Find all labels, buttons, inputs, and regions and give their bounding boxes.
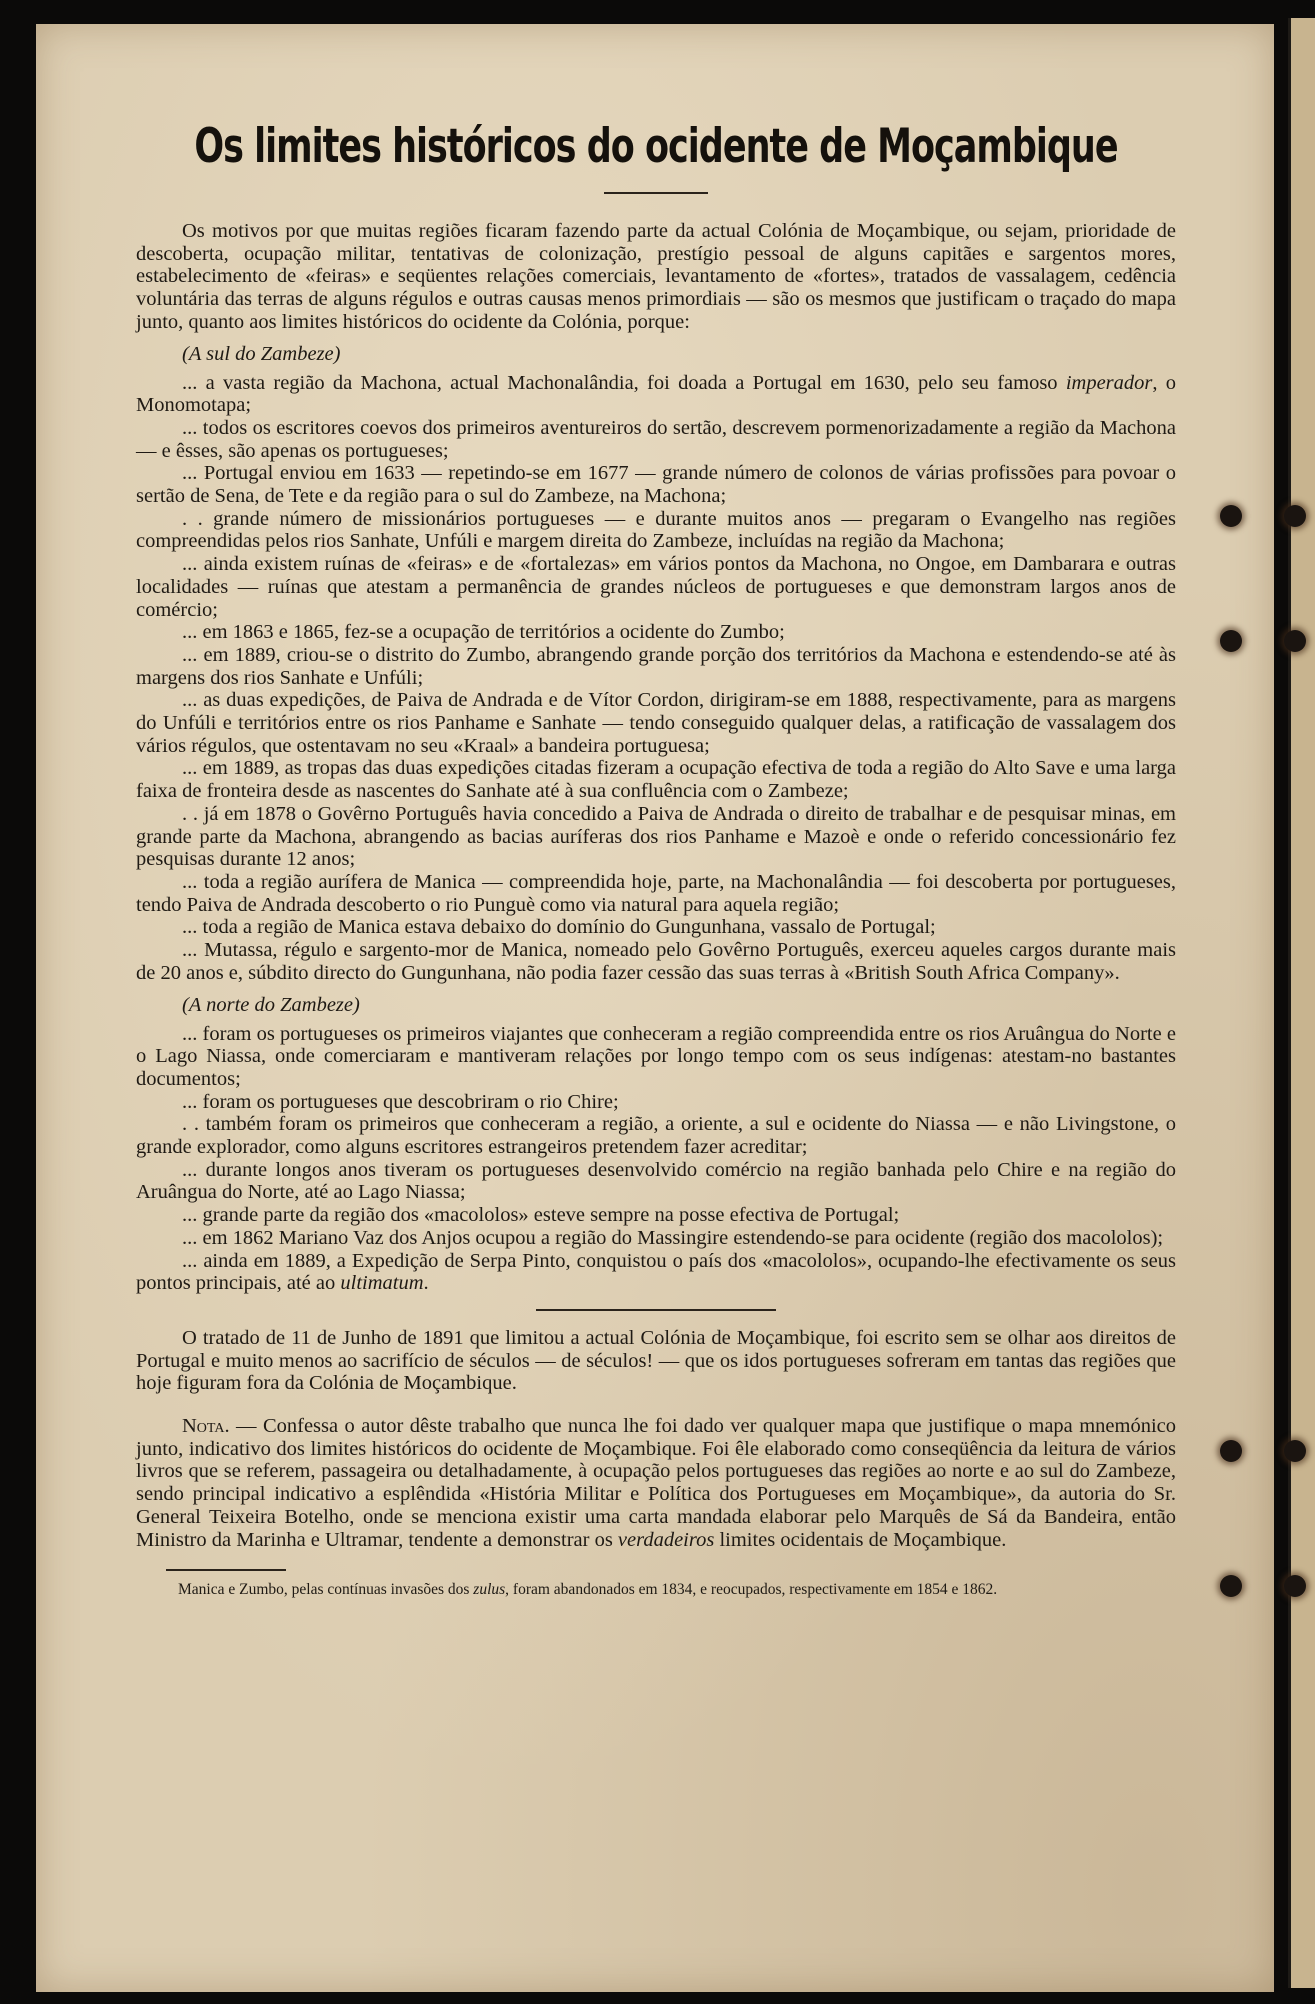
list-item	[136, 1204, 1176, 1227]
item-text-after: , o Monomotapa;	[136, 371, 1177, 417]
binding-hole	[1220, 505, 1242, 527]
footnote-before: Manica e Zumbo, pelas contínuas invasões dos	[178, 1581, 474, 1599]
list-item	[136, 372, 1176, 417]
binding-hole	[1220, 630, 1242, 652]
item-text: ... em 1863 e 1865, fez-se a ocupação de territórios a ocidente do Zumbo;	[182, 621, 785, 644]
binding-hole	[1220, 1575, 1242, 1597]
adjacent-page-edge	[1288, 18, 1315, 1988]
list-item	[136, 1023, 1176, 1091]
south-heading: (A sul do Zambeze)	[182, 342, 341, 365]
list-item	[136, 1227, 1176, 1250]
north-heading: (A norte do Zambeze)	[182, 993, 360, 1016]
list-item	[136, 757, 1176, 802]
item-text: ... Mutassa, régulo e sargento-mor de Manica, nomeado pelo Govêrno Português, exerceu aqueles cargos durante mais de 20 anos e, súbdito directo do Gungunhana, não podia fazer cessão das suas terras à «British South Africa Company».	[136, 939, 1176, 984]
item-text: . . grande número de missionários portugueses — e durante muitos anos — pregaram o Evangelho nas regiões compreendidas pelos rios Sanhate, Unfúli e margem direita do Zambeze, incluídas na região da Machona;	[136, 507, 1176, 553]
item-text: . . já em 1878 o Govêrno Português havia concedido a Paiva de Andrada o direito de trabalhar e de pesquisar minas, em grande parte da Machona, abrangendo as bacias auríferas dos rios Panhame e Mazoè e onde o referido concessionário fez pesquisas durante 12 anos;	[136, 802, 1176, 871]
item-text: ... em 1889, criou-se o distrito do Zumbo, abrangendo grande porção dos territórios da Machona e estendendo-se até às margens dos rios Sanhate e Unfúli;	[136, 643, 1176, 689]
binding-hole	[1220, 1440, 1242, 1462]
south-list	[136, 372, 1176, 985]
section-divider	[536, 1309, 776, 1311]
treaty-paragraph: O tratado de 11 de Junho de 1891 que limitou a actual Colónia de Moçambique, foi escrito sem se olhar aos direitos de Portugal e muito menos ao sacrifício de séculos — de séculos! — que os idos portugueses sofreram em tantas das regiões que hoje figuram fora da Colónia de Moçambique.	[136, 1326, 1176, 1395]
item-text-after: .	[423, 1272, 429, 1295]
item-text: ... ainda existem ruínas de «feiras» e de «fortalezas» em vários pontos da Machona, no Ongoe, em Dambarara e outras localidades — ruínas que atestam a permanência de grandes núcleos de portugueses e que demonstram largos anos de comércio;	[136, 553, 1176, 621]
item-text: ... em 1862 Mariano Vaz dos Anjos ocupou a região do Massingire estendendo-se para ocidente (região dos macololos);	[182, 1226, 1164, 1249]
intro-paragraph: Os motivos por que muitas regiões ficaram fazendo parte da actual Colónia de Moçambique, ou sejam, prioridade de descoberta, ocupação militar, tentativas de colonização, prestígio pessoal de alguns capitães e sargentos mores, estabelecimento de «feiras» e seqüentes relações comerciais, levantamento de «fortes», tratados de vassalagem, cedência voluntária das terras de alguns régulos e outras causas menos primordiais — são os mesmos que justificam o traçado do mapa junto, quanto aos limites históricos do ocidente da Colónia, porque:	[136, 220, 1176, 333]
north-list	[136, 1023, 1176, 1295]
item-text: ... durante longos anos tiveram os portugueses desenvolvido comércio na região banhada pelo Chire e na região do Aruângua do Norte, até ao Lago Niassa;	[136, 1158, 1176, 1204]
item-emphasis: ultimatum	[340, 1272, 424, 1295]
document-page	[36, 24, 1274, 1992]
binding-hole	[1284, 630, 1306, 652]
list-item	[136, 621, 1176, 644]
note-text-after: limites ocidentais de Moçambique.	[714, 1528, 1007, 1551]
list-item	[136, 1091, 1176, 1114]
list-item	[136, 462, 1176, 507]
list-item	[136, 417, 1176, 462]
list-item	[136, 803, 1176, 871]
list-item	[136, 1250, 1176, 1295]
list-item	[136, 939, 1176, 984]
footnote-after: , foram abandonados em 1834, e reocupados, respectivamente em 1854 e 1862.	[505, 1581, 998, 1599]
item-text: ... ainda em 1889, a Expedição de Serpa Pinto, conquistou o país dos «macololos», ocupando-lhe efectivamente os seus pontos principais, até ao	[136, 1249, 1176, 1295]
item-text: ... a vasta região da Machona, actual Machonalândia, foi doada a Portugal em 1630, pelo seu famoso	[182, 371, 1066, 394]
item-text: ... toda a região de Manica estava debaixo do domínio do Gungunhana, vassalo de Portugal;	[182, 916, 936, 939]
item-text: ... todos os escritores coevos dos primeiros aventureiros do sertão, descrevem pormenorizadamente a região da Machona — e êsses, são apenas os portugueses;	[136, 416, 1176, 462]
item-text: ... em 1889, as tropas das duas expedições citadas fizeram a ocupação efectiva de toda a região do Alto Save e uma larga faixa de fronteira desde as nascentes do Sanhate até à sua confluência com o Zambeze;	[136, 757, 1176, 803]
note-text-before: — Confessa o autor dêste trabalho que nunca lhe foi dado ver qualquer mapa que justifique o mapa mnemónico junto, indicativo dos limites históricos do ocidente de Moçambique. Foi êle elaborado como conseqüência da leitura de vários livros que se referem, passageira ou detalhadamente, à ocupação pelos portugueses das regiões ao norte e ao sul do Zambeze, sendo principal indicativo a esplêndida «História Militar e Política dos Portugueses em Moçambique», da autoria do Sr. General Teixeira Botelho, onde se menciona existir uma carta mandada elaborar pelo Marquês de Sá da Bandeira, então Ministro da Marinha e Ultramar, tendente a demonstrar os	[136, 1415, 1176, 1551]
document-content	[136, 84, 1176, 1599]
list-item	[136, 644, 1176, 689]
note-text-em: verdadeiros	[617, 1528, 715, 1551]
binding-hole	[1284, 1575, 1306, 1597]
item-text: ... as duas expedições, de Paiva de Andrada e de Vítor Cordon, dirigiram-se em 1888, respectivamente, para as margens do Unfúli e territórios entre os rios Panhame e Sanhate — tendo conseguido qualquer delas, a ratificação de vassalagem dos vários régulos, que ostentavam no seu «Kraal» a bandeira portuguesa;	[136, 689, 1176, 757]
footnote-rule	[166, 1569, 286, 1571]
paragraph-gap	[136, 1395, 1176, 1415]
title-divider	[604, 192, 708, 194]
item-text: ... grande parte da região dos «macololos» esteve sempre na posse efectiva de Portugal;	[182, 1204, 900, 1227]
list-item	[136, 689, 1176, 757]
binding-hole	[1284, 505, 1306, 527]
list-item	[136, 1159, 1176, 1204]
note-label: Nota.	[182, 1415, 230, 1438]
item-text: ... foram os portugueses que descobriram o rio Chire;	[182, 1090, 619, 1113]
list-item	[136, 553, 1176, 621]
list-item	[136, 508, 1176, 553]
list-item	[136, 916, 1176, 939]
note-paragraph	[136, 1415, 1176, 1551]
list-item	[136, 1113, 1176, 1158]
item-text: . . também foram os primeiros que conheceram a região, a oriente, a sul e ocidente do Niassa — e não Livingstone, o grande explorador, como alguns escritores estrangeiros pretendem fazer acreditar;	[136, 1113, 1176, 1159]
footnote	[136, 1581, 1176, 1599]
list-item	[136, 871, 1176, 916]
item-text: ... Portugal enviou em 1633 — repetindo-se em 1677 — grande número de colonos de várias profissões para povoar o sertão de Sena, de Tete e da região para o sul do Zambeze, na Machona;	[136, 462, 1176, 508]
item-text: ... toda a região aurífera de Manica — compreendida hoje, parte, na Machonalândia — foi descoberta por portugueses, tendo Paiva de Andrada descoberto o rio Punguè como via natural para aquela região;	[136, 870, 1176, 916]
binding-hole	[1284, 1440, 1306, 1462]
page-title: Os limites históricos do ocidente de Moçambique	[194, 120, 1118, 174]
footnote-em: zulus	[473, 1581, 506, 1599]
item-emphasis: imperador	[1065, 371, 1153, 394]
item-text: ... foram os portugueses os primeiros viajantes que conheceram a região compreendida entre os rios Aruângua do Norte e o Lago Niassa, onde comerciaram e mantiveram relações por longo tempo com os seus indígenas: atestam-no bastantes documentos;	[136, 1022, 1176, 1090]
